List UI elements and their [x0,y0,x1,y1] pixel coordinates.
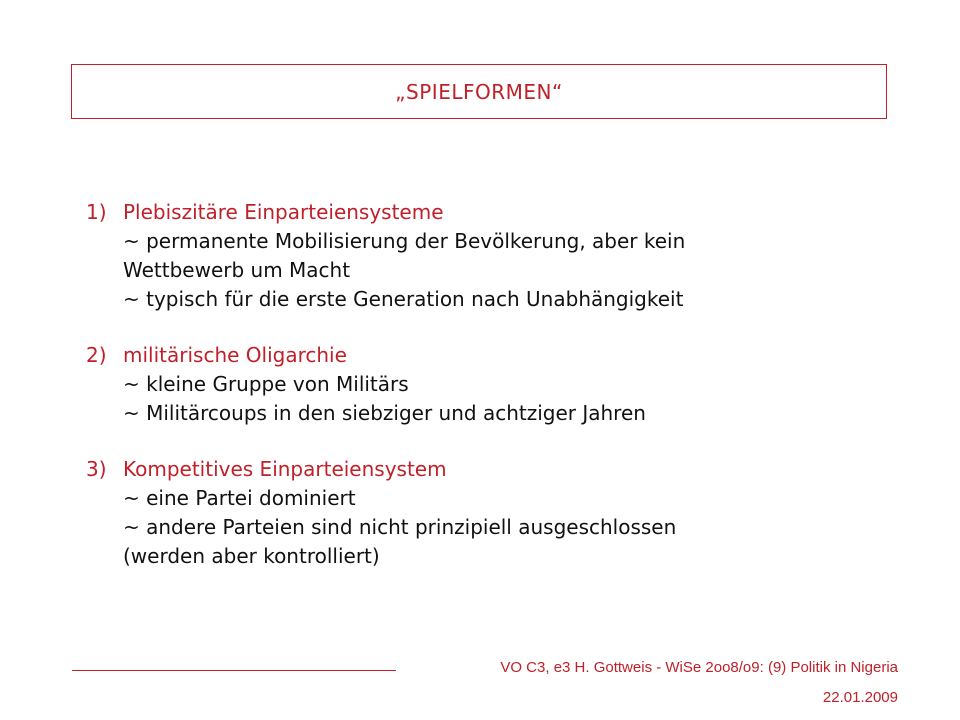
item-number: 1) [86,200,107,224]
item-heading: Plebiszitäre Einparteiensysteme [123,200,444,224]
footer-divider [72,670,396,671]
item-body [123,455,676,571]
item-body [123,198,685,314]
list-item-1 [86,198,926,314]
footer-date: 22.01.2009 [822,689,898,706]
item-line: ~ typisch für die erste Generation nach Unabhängigkeit [123,287,684,311]
item-number: 3) [86,457,107,481]
list-item-2 [86,341,926,428]
item-line: ~ Militärcoups in den siebziger und achtziger Jahren [123,401,646,425]
footer-course-info: VO C3, e3 H. Gottweis - WiSe 2oo8/o9: (9) Politik in Nigeria [500,659,898,676]
item-number: 2) [86,343,107,367]
item-line: ~ eine Partei dominiert [123,486,356,510]
item-line: ~ kleine Gruppe von Militärs [123,372,409,396]
list-item-3 [86,455,926,571]
item-body [123,341,646,428]
title-box [71,64,887,119]
item-heading: Kompetitives Einparteiensystem [123,457,447,481]
slide-title: „SPIELFORMEN“ [395,79,563,104]
item-list [86,198,926,598]
item-line: Wettbewerb um Macht [123,258,351,282]
item-line: (werden aber kontrolliert) [123,544,380,568]
item-line: ~ andere Parteien sind nicht prinzipiell ausgeschlossen [123,515,677,539]
item-line: ~ permanente Mobilisierung der Bevölkerung, aber kein [123,229,686,253]
item-heading: militärische Oligarchie [123,343,347,367]
